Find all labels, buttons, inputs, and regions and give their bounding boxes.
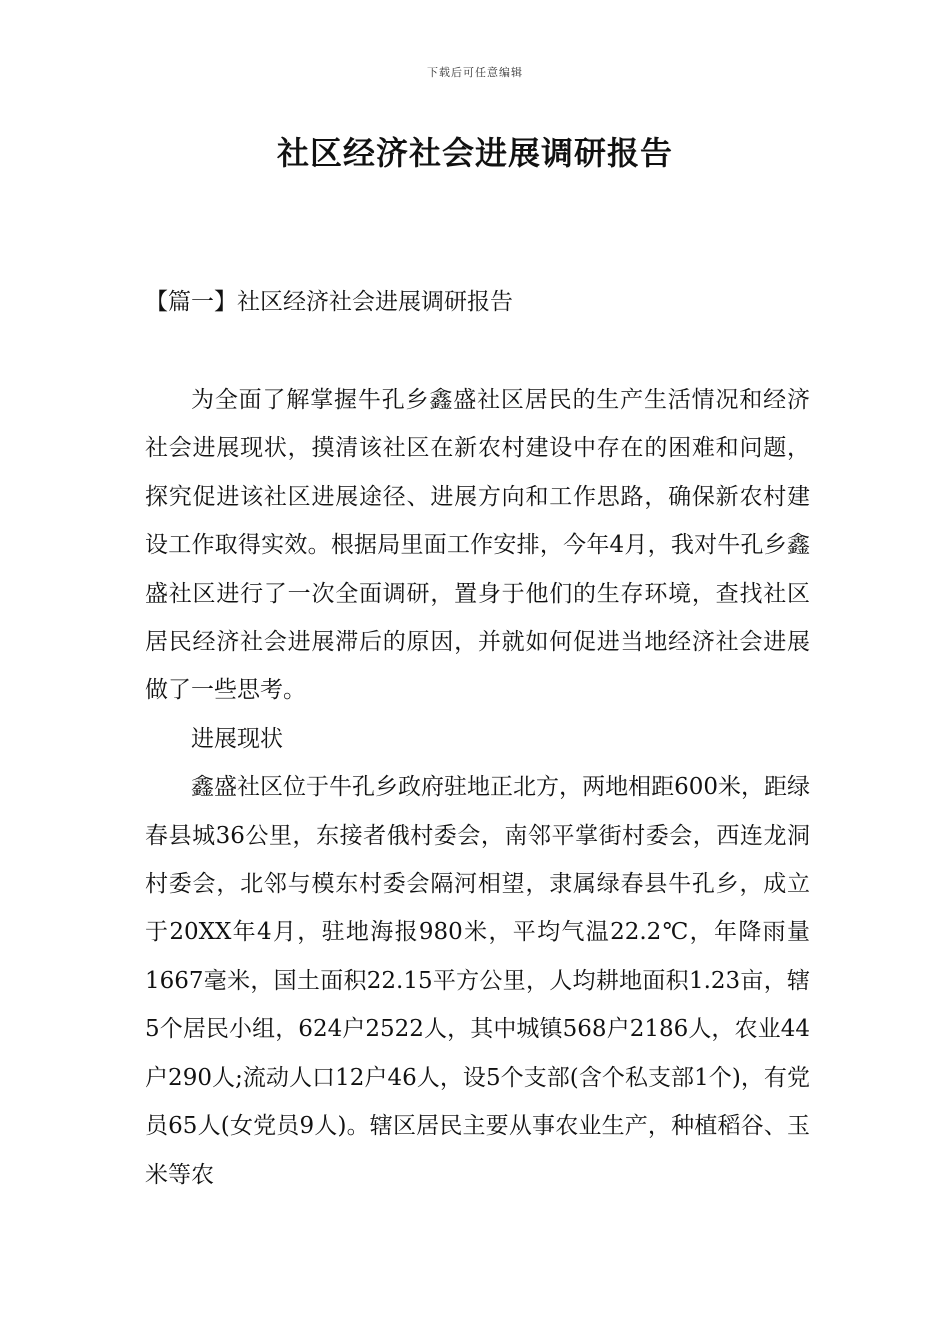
document-title: 社区经济社会进展调研报告 xyxy=(276,134,673,172)
paragraph-intro: 为全面了解掌握牛孔乡鑫盛社区居民的生产生活情况和经济社会进展现状，摸清该社区在新农村建设中存在的困难和问题，探究促进该社区进展途径、进展方向和工作思路，确保新农村建设工作取得实效。根据局里面工作安排，今年4月，我对牛孔乡鑫盛社区进行了一次全面调研，置身于他们的生存环境，查找社区居民经济社会进展滞后的原因，并就如何促进当地经济社会进展做了一些思考。 xyxy=(145,387,810,704)
section-heading: 【篇一】社区经济社会进展调研报告 xyxy=(145,289,513,315)
header-note: 下载后可任意编辑 xyxy=(427,66,523,79)
body-text xyxy=(145,376,810,1199)
paragraph-overview: 鑫盛社区位于牛孔乡政府驻地正北方，两地相距600米，距绿春县城36公里，东接者俄村委会，南邻平掌街村委会，西连龙洞村委会，北邻与模东村委会隔河相望，隶属绿春县牛孔乡，成立于20XX年4月，驻地海报980米，平均气温22.2℃，年降雨量1667毫米，国土面积22.15平方公里，人均耕地面积1.23亩，辖5个居民小组，624户2522人，其中城镇568户2186人，农业44户290人;流动人口12户46人，设5个支部(含个私支部1个)，有党员65人(女党员9人)。辖区居民主要从事农业生产，种植稻谷、玉米等农 xyxy=(145,774,810,1188)
paragraph-subheading: 进展现状 xyxy=(191,725,283,752)
